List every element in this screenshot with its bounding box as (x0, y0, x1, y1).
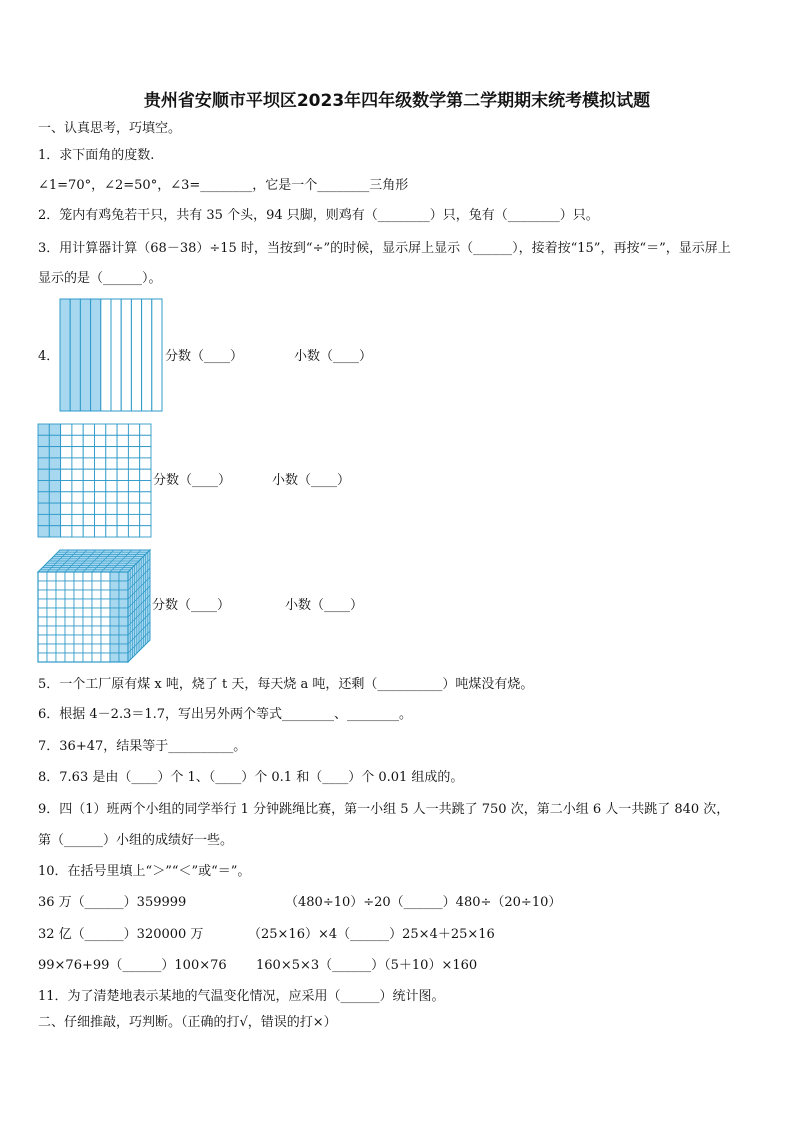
grid-cell (38, 503, 49, 514)
cube-front-cell (38, 617, 47, 626)
grid-cell (61, 424, 72, 435)
cube-front-cell (74, 617, 83, 626)
cube-front-cell (65, 617, 74, 626)
cube-front-cell (110, 653, 119, 662)
cube-front-cell (38, 581, 47, 590)
cube-front-cell (101, 572, 110, 581)
grid-cell (140, 447, 151, 458)
cube-front-cell (38, 590, 47, 599)
question-1-body: ∠1=70°，∠2=50°，∠3=________，它是一个________三角形 (38, 178, 409, 193)
cube-front-cell (74, 653, 83, 662)
decimal-answer-3: 小数（____） (285, 598, 364, 613)
cube-front-cell (83, 653, 92, 662)
comparison-1b: （480÷10）÷20（______）480÷（20÷10） (285, 895, 562, 910)
grid-cell (49, 481, 60, 492)
grid-cell (61, 481, 72, 492)
grid-cell (117, 503, 128, 514)
comparison-1a: 36 万（______）359999 (38, 895, 187, 910)
grid-cell (128, 435, 139, 446)
cube-front-cell (56, 644, 65, 653)
cube-front-cell (101, 590, 110, 599)
grid-cell (128, 514, 139, 525)
question-8: 8．7.63 是由（____）个 1、（____）个 0.1 和（____）个 0.01 组成的。 (38, 770, 464, 785)
cube-front-cell (83, 590, 92, 599)
grid-cell (49, 435, 60, 446)
cube-front-cell (47, 644, 56, 653)
grid-cell (140, 481, 151, 492)
cube-front-cell (110, 617, 119, 626)
grid-cell (128, 447, 139, 458)
cube-front-cell (101, 644, 110, 653)
grid-cell (128, 469, 139, 480)
grid-cell (140, 514, 151, 525)
grid-cell (106, 526, 117, 537)
grid-cell (72, 424, 83, 435)
cube-front-cell (74, 581, 83, 590)
cube-front-cell (101, 581, 110, 590)
cube-front-cell (65, 626, 74, 635)
grid-cell (61, 492, 72, 503)
question-3-line-1: 3．用计算器计算（68－38）÷15 时，当按到“÷”的时候，显示屏上显示（______），接着按“15”，再按“＝”，显示屏上 (38, 241, 731, 256)
cube-front-cell (56, 590, 65, 599)
grid-cell (61, 526, 72, 537)
cube-front-cell (65, 644, 74, 653)
question-4-number: 4． (38, 349, 60, 364)
grid-cell (38, 481, 49, 492)
cube-front-cell (56, 599, 65, 608)
cube-front-cell (101, 599, 110, 608)
cube-front-cell (119, 599, 128, 608)
grid-cell (49, 458, 60, 469)
cube-front-cell (83, 644, 92, 653)
grid-cell (117, 514, 128, 525)
cube-front-cell (101, 608, 110, 617)
grid-cell (72, 503, 83, 514)
grid-cell (140, 458, 151, 469)
grid-cell (140, 435, 151, 446)
cube-front-cell (119, 572, 128, 581)
cube-front-cell (110, 572, 119, 581)
grid-cell (38, 492, 49, 503)
grid-cell (140, 526, 151, 537)
grid-cell (128, 481, 139, 492)
fraction-answer-3: 分数（____） (152, 598, 231, 613)
grid-cell (95, 503, 106, 514)
grid-cell (106, 424, 117, 435)
grid-cell (38, 458, 49, 469)
section-1-heading: 一、认真思考，巧填空。 (38, 121, 182, 136)
cube-front-cell (110, 590, 119, 599)
grid-cell (49, 503, 60, 514)
question-10-stem: 10．在括号里填上“＞”“＜”或“＝”。 (38, 864, 251, 879)
grid-cell (140, 503, 151, 514)
cube-front-cell (110, 644, 119, 653)
strip-column (111, 299, 121, 411)
cube-front-cell (92, 608, 101, 617)
cube-front-cell (119, 635, 128, 644)
grid-cell (95, 435, 106, 446)
grid-cell (83, 503, 94, 514)
grid-cell (128, 424, 139, 435)
grid-cell (117, 458, 128, 469)
strip-figure (59, 298, 165, 414)
cube-front-cell (92, 581, 101, 590)
cube-front-cell (92, 644, 101, 653)
cube-front-cell (101, 653, 110, 662)
grid-cell (72, 469, 83, 480)
grid-cell (128, 492, 139, 503)
section-2-heading: 二、仔细推敲，巧判断。（正确的打√，错误的打×） (38, 1015, 337, 1030)
grid-cell (106, 435, 117, 446)
grid-cell (117, 481, 128, 492)
cube-front-cell (65, 599, 74, 608)
cube-front-cell (119, 590, 128, 599)
comparison-3a: 99×76+99（______）100×76 (38, 958, 227, 973)
cube-front-cell (119, 617, 128, 626)
cube-front-cell (101, 617, 110, 626)
grid-cell (117, 526, 128, 537)
cube-front-cell (47, 581, 56, 590)
grid-cell (83, 435, 94, 446)
cube-front-cell (38, 644, 47, 653)
cube-front-cell (110, 635, 119, 644)
grid-cell (38, 447, 49, 458)
grid-cell (83, 514, 94, 525)
grid-cell (95, 424, 106, 435)
grid-cell (38, 424, 49, 435)
grid-cell (49, 526, 60, 537)
grid-cell (106, 503, 117, 514)
strip-column (80, 299, 90, 411)
grid-cell (49, 447, 60, 458)
cube-front-cell (47, 617, 56, 626)
cube-front-cell (110, 581, 119, 590)
cube-front-cell (47, 635, 56, 644)
cube-front-cell (47, 590, 56, 599)
cube-front-cell (56, 617, 65, 626)
strip-column (142, 299, 152, 411)
grid-cell (49, 514, 60, 525)
cube-front-cell (65, 572, 74, 581)
grid-cell (83, 492, 94, 503)
cube-front-cell (119, 626, 128, 635)
fraction-answer-1: 分数（____） (165, 349, 244, 364)
strip-column (131, 299, 141, 411)
grid-cell (72, 514, 83, 525)
grid-cell (49, 469, 60, 480)
grid-cell (95, 492, 106, 503)
cube-front-cell (83, 617, 92, 626)
cube-front-cell (38, 599, 47, 608)
cube-front-cell (92, 590, 101, 599)
question-7: 7．36+47，结果等于__________。 (38, 739, 247, 754)
grid-cell (61, 447, 72, 458)
question-11: 11．为了清楚地表示某地的气温变化情况，应采用（______）统计图。 (38, 989, 445, 1004)
question-9-line-2: 第（______）小组的成绩好一些。 (38, 833, 234, 848)
cube-front-cell (74, 572, 83, 581)
cube-front-cell (83, 608, 92, 617)
cube-front-cell (65, 653, 74, 662)
cube-front-cell (47, 572, 56, 581)
decimal-answer-1: 小数（____） (294, 349, 373, 364)
cube-front-cell (101, 626, 110, 635)
cube-front-cell (119, 608, 128, 617)
grid-cell (128, 526, 139, 537)
cube-front-cell (83, 635, 92, 644)
grid-cell (83, 469, 94, 480)
grid-cell (95, 526, 106, 537)
grid-cell (83, 424, 94, 435)
grid-cell (61, 514, 72, 525)
strip-column (152, 299, 162, 411)
cube-front-cell (56, 572, 65, 581)
grid-cell (72, 526, 83, 537)
cube-front-cell (56, 608, 65, 617)
grid-cell (95, 481, 106, 492)
cube-front-cell (92, 617, 101, 626)
grid-cell (95, 514, 106, 525)
grid-cell (38, 469, 49, 480)
cube-front-cell (83, 581, 92, 590)
grid-cell (49, 492, 60, 503)
cube-front-cell (65, 590, 74, 599)
cube-front-cell (92, 599, 101, 608)
cube-front-cell (56, 626, 65, 635)
grid-cell (106, 469, 117, 480)
grid-cell (49, 424, 60, 435)
question-3-line-2: 显示的是（______）。 (38, 271, 162, 286)
question-9-line-1: 9．四（1）班两个小组的同学举行 1 分钟跳绳比赛，第一小组 5 人一共跳了 750 次，第二小组 6 人一共跳了 840 次， (38, 802, 730, 817)
grid-cell (117, 447, 128, 458)
page-title: 贵州省安顺市平坝区2023年四年级数学第二学期期末统考模拟试题 (143, 91, 651, 111)
strip-column (101, 299, 111, 411)
cube-front-cell (92, 572, 101, 581)
cube-front-cell (92, 626, 101, 635)
cube-front-cell (47, 599, 56, 608)
grid-cell (61, 469, 72, 480)
cube-front-cell (47, 626, 56, 635)
question-6: 6．根据 4－2.3＝1.7，写出另外两个等式________、________。 (38, 707, 413, 722)
grid-cell (128, 503, 139, 514)
cube-front-cell (56, 653, 65, 662)
cube-front-cell (65, 635, 74, 644)
cube-front-cell (38, 572, 47, 581)
grid-cell (83, 481, 94, 492)
grid-cell (117, 469, 128, 480)
comparison-2b: （25×16）×4（______）25×4＋25×16 (248, 927, 495, 942)
cube-front-cell (92, 635, 101, 644)
cube-front-face (38, 572, 128, 662)
decimal-answer-2: 小数（____） (272, 473, 351, 488)
grid-cell (95, 447, 106, 458)
grid-cell (61, 503, 72, 514)
cube-front-cell (101, 635, 110, 644)
cube-front-cell (83, 572, 92, 581)
cube-front-cell (83, 599, 92, 608)
cube-front-cell (74, 626, 83, 635)
grid-cell (72, 492, 83, 503)
question-2: 2．笼内有鸡兔若干只，共有 35 个头，94 只脚，则鸡有（________）只，兔有（________）只。 (38, 208, 599, 223)
grid-cell (38, 435, 49, 446)
question-5: 5．一个工厂原有煤 x 吨，烧了 t 天，每天烧 a 吨，还剩（__________）吨煤没有烧。 (38, 677, 534, 692)
grid-cell (38, 526, 49, 537)
cube-front-cell (38, 653, 47, 662)
cube-front-cell (65, 608, 74, 617)
strip-column (60, 299, 70, 411)
grid-cell (61, 435, 72, 446)
grid-cell (106, 458, 117, 469)
grid-cell (95, 458, 106, 469)
grid-cell (128, 458, 139, 469)
grid-cell (106, 481, 117, 492)
cube-front-cell (74, 590, 83, 599)
grid-cell (72, 458, 83, 469)
grid-cell (106, 514, 117, 525)
cube-front-cell (119, 653, 128, 662)
cube-front-cell (119, 581, 128, 590)
cube-front-cell (110, 608, 119, 617)
grid-cell (83, 447, 94, 458)
cube-front-cell (56, 581, 65, 590)
grid-cell (140, 492, 151, 503)
cube-front-cell (38, 635, 47, 644)
grid-cell (140, 424, 151, 435)
cube-front-cell (47, 608, 56, 617)
cube-front-cell (92, 653, 101, 662)
grid-cell (38, 514, 49, 525)
grid-cell (117, 492, 128, 503)
cube-front-cell (74, 635, 83, 644)
fraction-answer-2: 分数（____） (153, 473, 232, 488)
cube-front-cell (65, 581, 74, 590)
grid-cell (83, 526, 94, 537)
grid-cell (117, 435, 128, 446)
cube-front-cell (47, 653, 56, 662)
grid-cell (106, 492, 117, 503)
comparison-2a: 32 亿（______）320000 万 (38, 927, 204, 942)
cube-front-cell (119, 644, 128, 653)
cube-front-cell (74, 608, 83, 617)
cube-front-cell (56, 635, 65, 644)
grid-cell (140, 469, 151, 480)
cube-front-cell (74, 599, 83, 608)
grid-cell (95, 469, 106, 480)
grid-cell (61, 458, 72, 469)
grid-cell (72, 481, 83, 492)
grid-cell (106, 447, 117, 458)
grid-cell (72, 447, 83, 458)
cube-front-cell (110, 626, 119, 635)
cube-front-cell (38, 608, 47, 617)
cube-front-cell (38, 626, 47, 635)
thousand-cube-figure (37, 548, 153, 665)
question-1-stem: 1．求下面角的度数. (38, 148, 155, 163)
strip-column (70, 299, 80, 411)
strip-column (91, 299, 101, 411)
hundred-grid-figure (37, 423, 153, 540)
grid-cell (72, 435, 83, 446)
grid-cell (83, 458, 94, 469)
cube-front-cell (74, 644, 83, 653)
cube-front-cell (83, 626, 92, 635)
comparison-3b: 160×5×3（______）（5＋10）×160 (256, 958, 478, 973)
grid-cell (117, 424, 128, 435)
strip-column (121, 299, 131, 411)
cube-front-cell (110, 599, 119, 608)
